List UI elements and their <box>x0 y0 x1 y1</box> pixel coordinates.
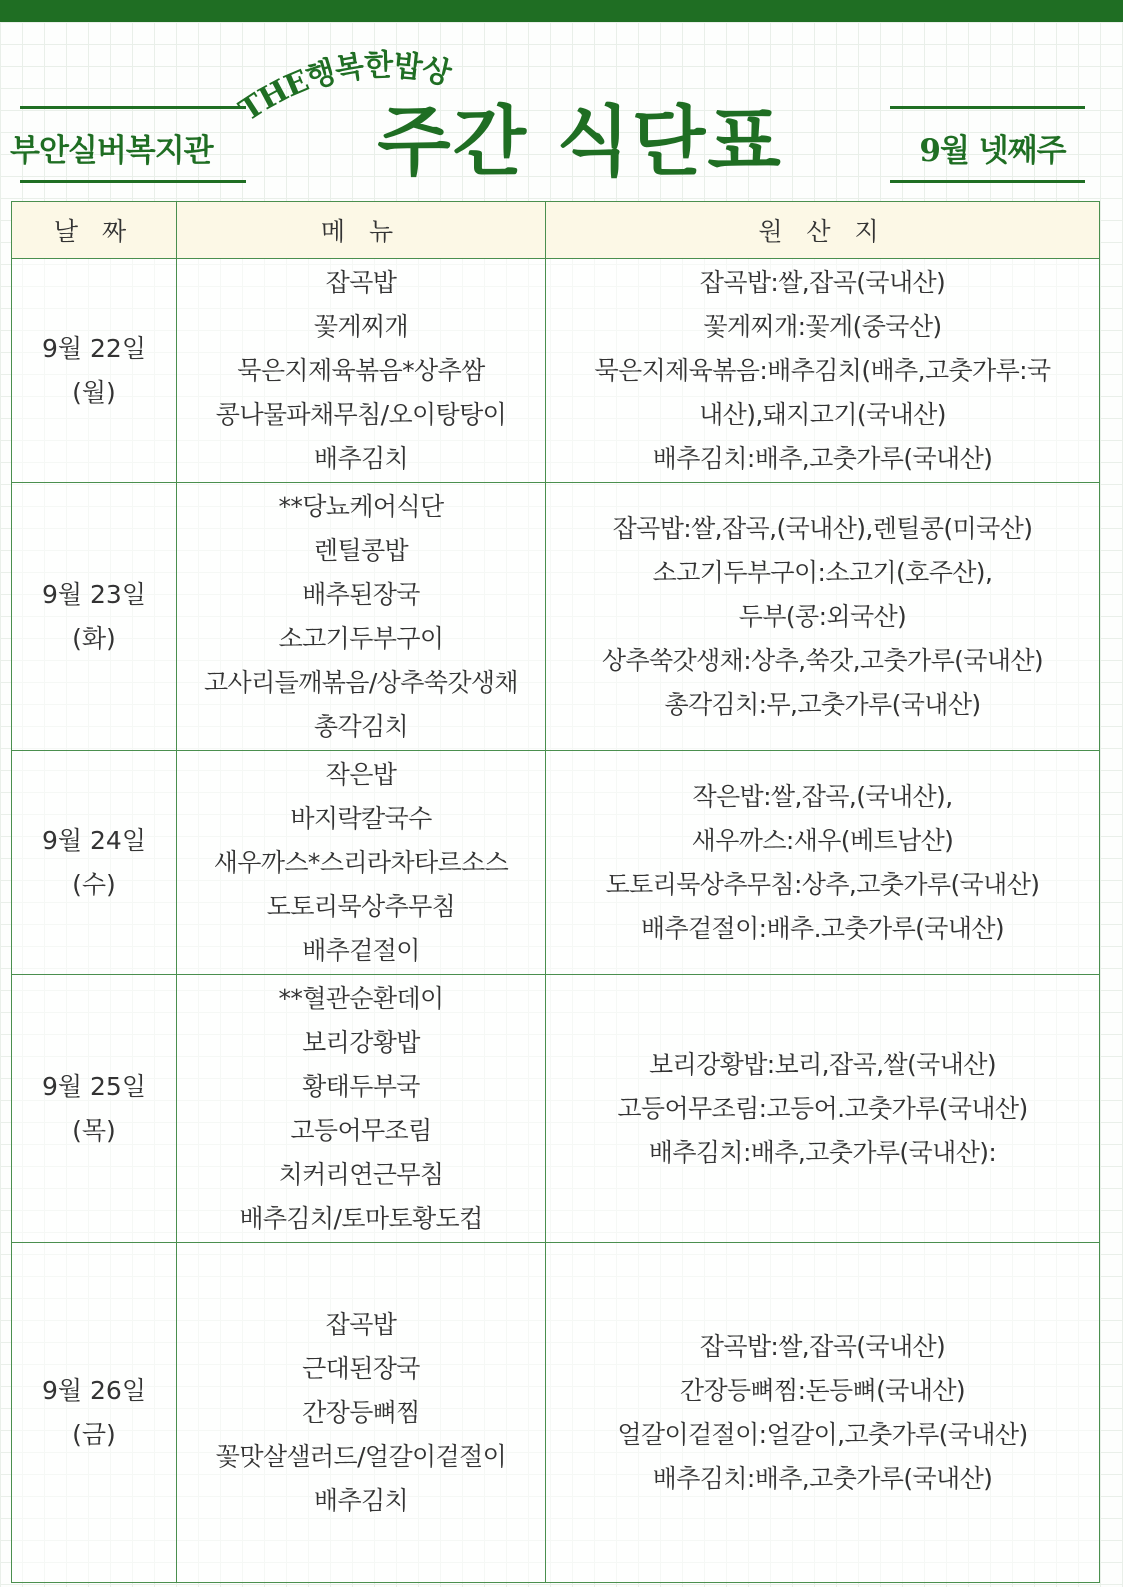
menu-item: **당뇨케어식단 <box>278 491 444 521</box>
origin-cell <box>546 1243 1100 1583</box>
date-cell <box>12 751 177 975</box>
weekday-text: (금) <box>72 1419 116 1449</box>
menu-item: 치커리연근무침 <box>278 1159 444 1189</box>
origin-line: 작은밥:쌀,잡곡,(국내산), <box>692 781 953 811</box>
origin-line: 배추김치:배추,고춧가루(국내산) <box>652 1463 993 1493</box>
menu-item: 렌틸콩밥 <box>313 535 409 565</box>
menu-item: 꽃맛살샐러드/얼갈이겉절이 <box>215 1441 507 1471</box>
menu-item: 총각김치 <box>313 711 409 741</box>
origin-line: 새우까스:새우(베트남산) <box>691 825 954 855</box>
origin-line: 간장등뼈찜:돈등뼈(국내산) <box>679 1375 966 1405</box>
origin-line: 잡곡밥:쌀,잡곡(국내산) <box>699 1331 946 1361</box>
menu-item: 보리강황밥 <box>302 1027 420 1057</box>
menu-item: 소고기두부구이 <box>278 623 444 653</box>
menu-item: 고사리들깨볶음/상추쑥갓생채 <box>204 667 518 697</box>
week-label: 9월 넷째주 <box>919 133 1066 169</box>
menu-item: 배추김치 <box>313 1485 409 1515</box>
table-row <box>12 975 1100 1243</box>
week-bottom-rule <box>890 180 1085 183</box>
origin-cell <box>546 751 1100 975</box>
date-text: 9월 22일 <box>42 333 146 363</box>
menu-item: 도토리묵상추무침 <box>266 891 456 921</box>
menu-item: 잡곡밥 <box>325 267 397 297</box>
table-row <box>12 751 1100 975</box>
date-text: 9월 23일 <box>42 579 146 609</box>
weekday-text: (월) <box>72 377 116 407</box>
origin-line: 상추쑥갓생채:상추,쑥갓,고춧가루(국내산) <box>601 645 1044 675</box>
date-cell <box>12 483 177 751</box>
origin-cell <box>546 483 1100 751</box>
origin-line: 고등어무조림:고등어.고춧가루(국내산) <box>617 1093 1028 1123</box>
org-top-rule <box>20 106 246 109</box>
origin-line: 총각김치:무,고춧가루(국내산) <box>664 689 981 719</box>
menu-item: 콩나물파채무침/오이탕탕이 <box>215 399 507 429</box>
weekday-text: (수) <box>72 869 116 899</box>
menu-item: **혈관순환데이 <box>278 983 444 1013</box>
origin-line: 잡곡밥:쌀,잡곡(국내산) <box>699 267 946 297</box>
menu-item: 꽃게찌개 <box>313 311 409 341</box>
page-title: 주간 식단표 <box>377 97 783 186</box>
menu-cell <box>177 975 546 1243</box>
origin-line: 배추겉절이:배추.고춧가루(국내산) <box>640 913 1005 943</box>
origin-line: 도토리묵상추무침:상추,고춧가루(국내산) <box>605 869 1040 899</box>
menu-item: 배추김치/토마토황도컵 <box>239 1203 483 1233</box>
menu-item: 근대된장국 <box>302 1353 420 1383</box>
menu-cell <box>177 483 546 751</box>
menu-item: 배추된장국 <box>302 579 420 609</box>
date-text: 9월 24일 <box>42 825 146 855</box>
origin-column-header: 원 산 지 <box>546 202 1100 259</box>
weekly-menu-table <box>11 201 1100 1583</box>
table-header-row <box>12 202 1100 259</box>
date-text: 9월 26일 <box>42 1375 146 1405</box>
date-cell <box>12 1243 177 1583</box>
week-top-rule <box>890 106 1085 109</box>
brand-text: THE행복한밥상 <box>233 47 454 129</box>
menu-item: 잡곡밥 <box>325 1309 397 1339</box>
menu-item: 바지락칼국수 <box>290 803 432 833</box>
date-column-header: 날 짜 <box>12 202 177 259</box>
menu-item: 배추김치 <box>313 443 409 473</box>
menu-cell <box>177 259 546 483</box>
table-row <box>12 259 1100 483</box>
origin-line: 잡곡밥:쌀,잡곡,(국내산),렌틸콩(미국산) <box>612 513 1033 543</box>
origin-cell <box>546 975 1100 1243</box>
origin-line: 두부(콩:외국산) <box>738 601 907 631</box>
origin-line: 배추김치:배추,고춧가루(국내산): <box>648 1137 997 1167</box>
table-row <box>12 483 1100 751</box>
top-accent-bar <box>0 0 1123 22</box>
menu-item: 배추겉절이 <box>302 935 420 965</box>
date-cell <box>12 975 177 1243</box>
menu-item: 고등어무조림 <box>290 1115 432 1145</box>
weekday-text: (화) <box>72 623 116 653</box>
org-bottom-rule <box>20 180 246 183</box>
weekday-text: (목) <box>72 1115 116 1145</box>
menu-column-header: 메 뉴 <box>177 202 546 259</box>
origin-line: 배추김치:배추,고춧가루(국내산) <box>652 443 993 473</box>
menu-cell <box>177 751 546 975</box>
date-cell <box>12 259 177 483</box>
menu-item: 황태두부국 <box>302 1071 420 1101</box>
origin-line: 소고기두부구이:소고기(호주산), <box>652 557 993 587</box>
table-row <box>12 1243 1100 1583</box>
origin-line: 꽃게찌개:꽃게(중국산) <box>703 311 942 341</box>
menu-item: 작은밥 <box>325 759 397 789</box>
origin-cell <box>546 259 1100 483</box>
date-text: 9월 25일 <box>42 1071 146 1101</box>
menu-item: 새우까스*스리라차타르소스 <box>213 847 509 877</box>
menu-cell <box>177 1243 546 1583</box>
origin-line: 얼갈이겉절이:얼갈이,고춧가루(국내산) <box>617 1419 1028 1449</box>
origin-line: 묵은지제육볶음:배추김치(배추,고춧가루:국 <box>594 355 1051 385</box>
menu-item: 묵은지제육볶음*상추쌈 <box>237 355 485 385</box>
menu-item: 간장등뼈찜 <box>302 1397 420 1427</box>
origin-line: 보리강황밥:보리,잡곡,쌀(국내산) <box>649 1049 996 1079</box>
org-name: 부안실버복지관 <box>10 133 213 169</box>
origin-line: 내산),돼지고기(국내산) <box>699 399 946 429</box>
